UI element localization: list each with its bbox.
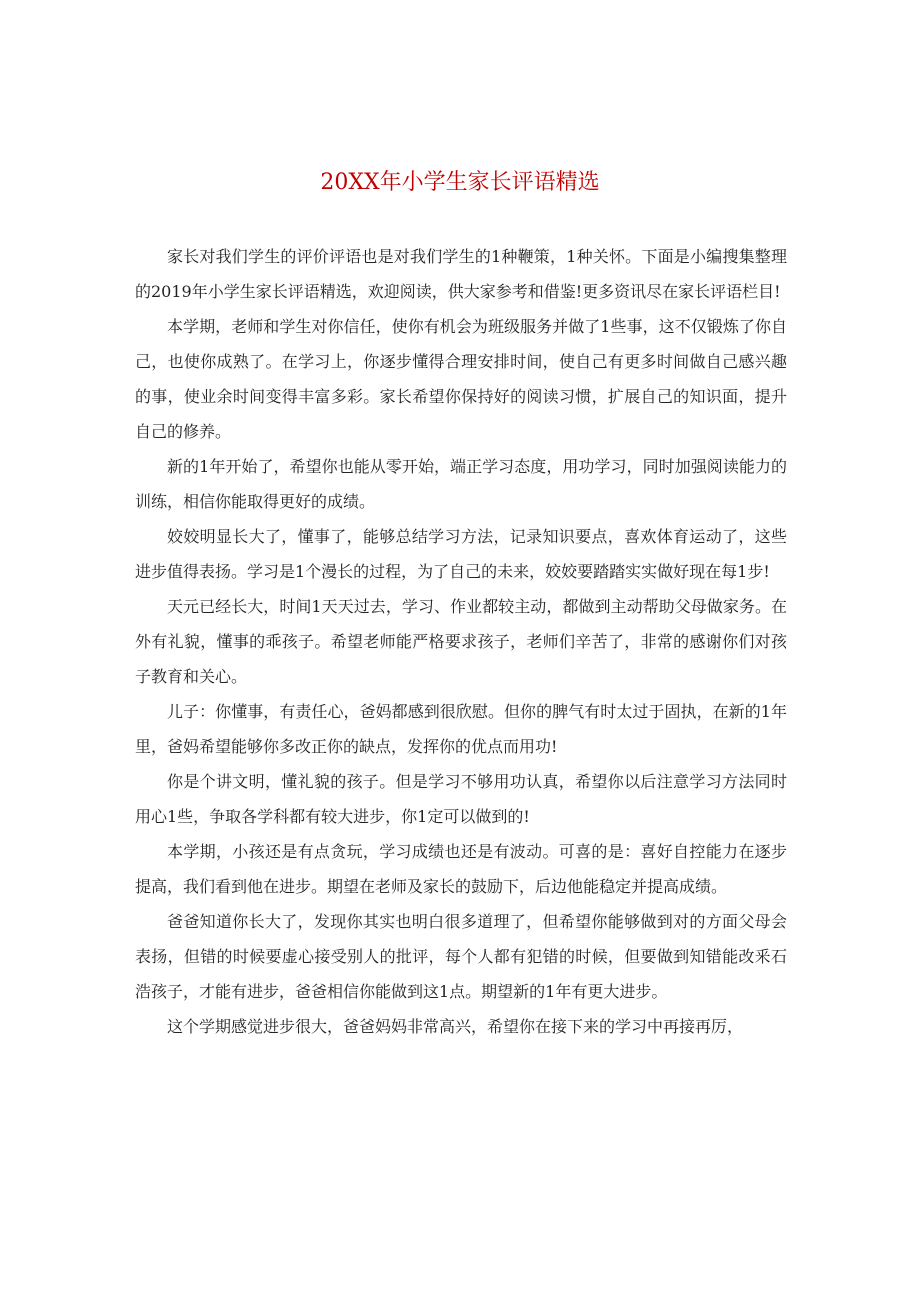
document-title: 20XX年小学生家长评语精选 <box>320 170 600 195</box>
paragraph-comment: 爸爸知道你长大了，发现你其实也明白很多道理了，但希望你能够做到对的方面父母会表扬，但错的时候要虚心接受别人的批评，每个人都有犯错的时候，但要做到知错能改釆石浩孩子，才能有进步，爸爸相信你能做到这1点。期望新的1年有更大进步。 <box>135 912 787 1001</box>
paragraph-comment: 新的1年开始了，希望你也能从零开始，端正学习态度，用功学习，同时加强阅读能力的训练，相信你能取得更好的成绩。 <box>135 457 787 511</box>
paragraph-comment: 儿子：你懂事，有责任心，爸妈都感到很欣慰。但你的脾气有时太过于固执，在新的1年里，爸妈希望能够你多改正你的缺点，发挥你的优点而用功! <box>135 702 787 756</box>
paragraph-comment: 本学期，老师和学生对你信任，使你有机会为班级服务并做了1些事，这不仅锻炼了你自己，也使你成熟了。在学习上，你逐步懂得合理安排时间，使自己有更多时间做自己感兴趣的事，使业余时间变得丰富多彩。家长希望你保持好的阅读习惯，扩展自己的知识面，提升自己的修养。 <box>135 317 787 441</box>
document-body <box>135 239 787 1044</box>
paragraph-comment: 你是个讲文明，懂礼貌的孩子。但是学习不够用功认真，希望你以后注意学习方法同时用心1些，争取各学科都有较大进步，你1定可以做到的! <box>135 772 787 826</box>
paragraph-comment: 天元已经长大，时间1天天过去，学习、作业都较主动，都做到主动帮助父母做家务。在外有礼貌，懂事的乖孩子。希望老师能严格要求孩子，老师们辛苦了，非常的感谢你们对孩子教育和关心。 <box>135 597 787 686</box>
paragraph-comment: 本学期，小孩还是有点贪玩，学习成绩也还是有波动。可喜的是：喜好自控能力在逐步提高，我们看到他在进步。期望在老师及家长的鼓励下，后边他能稳定并提高成绩。 <box>135 842 787 896</box>
paragraph-intro: 家长对我们学生的评价评语也是对我们学生的1种鞭策，1种关怀。下面是小编搜集整理的2019年小学生家长评语精选，欢迎阅读，供大家参考和借鉴!更多资讯尽在家长评语栏目! <box>135 247 787 301</box>
paragraph-comment: 这个学期感觉进步很大，爸爸妈妈非常高兴，希望你在接下来的学习中再接再厉， <box>167 1017 744 1036</box>
paragraph-comment: 姣姣明显长大了，懂事了，能够总结学习方法，记录知识要点，喜欢体育运动了，这些进步值得表扬。学习是1个漫长的过程，为了自己的未来，姣姣要踏踏实实做好现在每1步! <box>135 527 787 581</box>
